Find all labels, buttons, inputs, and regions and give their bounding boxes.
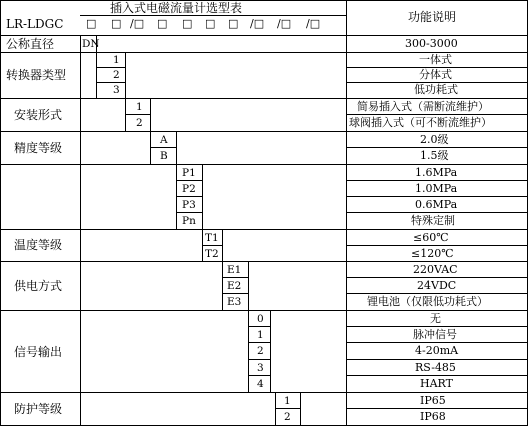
code-pressure-p2: P2 [182, 183, 196, 195]
row-divider [346, 196, 528, 197]
code-install-1: 1 [136, 101, 143, 113]
row-divider [275, 408, 300, 409]
code-slot: □ [205, 17, 216, 30]
code-dn: DN [82, 38, 100, 50]
row-divider [346, 326, 528, 327]
row-divider [346, 212, 528, 213]
code-pressure-p3: P3 [182, 199, 196, 211]
desc-install-2: 球阀插入式（可不断流维护） [349, 116, 492, 129]
cell-divider [202, 164, 203, 229]
row-divider [0, 310, 528, 311]
cell-divider [300, 392, 301, 426]
code-slot: /□ [277, 17, 292, 30]
code-power-e2: E2 [227, 280, 242, 292]
row-divider [248, 326, 270, 327]
cell-divider [222, 229, 223, 261]
border-top [0, 0, 528, 1]
label-install: 安装形式 [14, 108, 63, 122]
row-divider [346, 245, 528, 246]
cell-divider [96, 52, 97, 98]
table-title: 插入式电磁流量计选型表 [110, 1, 243, 15]
model-code: LR-LDGC [6, 17, 64, 31]
desc-signal-1: 无 [430, 312, 441, 325]
cell-divider [275, 392, 276, 426]
function-header: 功能说明 [408, 10, 457, 24]
code-install-2: 2 [136, 117, 143, 129]
row-divider [346, 408, 528, 409]
label-accuracy: 精度等级 [14, 141, 63, 155]
code-pressure-p1: P1 [182, 167, 196, 179]
desc-pressure-3: 0.6MPa [415, 198, 458, 211]
desc-power-2: 24VDC [417, 279, 457, 292]
code-signal-4: 4 [257, 378, 264, 390]
row-divider [0, 164, 528, 165]
row-divider [0, 229, 528, 230]
desc-signal-4: RS-485 [415, 361, 456, 374]
cell-divider [248, 310, 249, 392]
row-divider [0, 261, 528, 262]
row-divider [222, 293, 248, 294]
desc-accuracy-2: 1.5级 [420, 149, 449, 162]
label-temperature: 温度等级 [14, 238, 63, 252]
code-temp-t2: T2 [205, 248, 219, 260]
row-divider [346, 359, 528, 360]
label-signal: 信号输出 [14, 345, 63, 359]
code-converter-1: 1 [113, 54, 120, 66]
desc-converter-3: 低功耗式 [414, 83, 458, 96]
desc-temp-2: ≤120℃ [411, 247, 454, 260]
desc-protection-2: IP68 [420, 410, 446, 423]
border-left [0, 0, 1, 426]
row-divider [202, 245, 222, 246]
row-divider [346, 147, 528, 148]
code-signal-2: 2 [257, 345, 264, 357]
code-temp-t1: T1 [205, 232, 219, 244]
row-divider [346, 375, 528, 376]
code-slot: /□ [250, 17, 265, 30]
desc-signal-5: HART [420, 377, 453, 390]
label-protection: 防护等级 [14, 402, 63, 416]
cell-divider [176, 131, 177, 164]
desc-converter-1: 一体式 [419, 53, 452, 66]
code-protection-2: 2 [284, 411, 291, 423]
row-divider [346, 114, 528, 115]
row-divider [0, 392, 528, 393]
desc-pressure-2: 1.0MPa [415, 182, 458, 195]
row-divider [346, 293, 528, 294]
desc-signal-3: 4-20mA [415, 344, 459, 357]
label-diameter: 公称直径 [6, 37, 55, 51]
row-divider [346, 342, 528, 343]
code-converter-3: 3 [113, 84, 120, 96]
code-slot: /□ [130, 17, 145, 30]
row-divider [176, 212, 202, 213]
cell-divider [150, 98, 151, 131]
row-divider [0, 98, 528, 99]
code-accuracy-a: A [160, 134, 168, 146]
desc-install-1: 简易插入式（需断流维护） [357, 100, 489, 113]
row-divider [248, 342, 270, 343]
code-signal-0: 0 [257, 313, 264, 325]
code-converter-2: 2 [113, 69, 120, 81]
row-divider [346, 180, 528, 181]
desc-protection-1: IP65 [420, 394, 446, 407]
function-column-divider [346, 0, 347, 426]
code-slot: □ [111, 17, 122, 30]
desc-power-3: 锂电池（仅限低功耗式） [367, 295, 488, 308]
code-power-e3: E3 [227, 296, 242, 308]
code-protection-1: 1 [284, 395, 291, 407]
row-divider [248, 375, 270, 376]
code-power-e1: E1 [227, 264, 242, 276]
row-divider [96, 82, 125, 83]
code-slot: □ [86, 17, 97, 30]
code-slot: □ [182, 17, 193, 30]
cell-divider [125, 52, 126, 98]
row-divider [346, 277, 528, 278]
cell-divider [270, 310, 271, 392]
desc-power-1: 220VAC [413, 263, 458, 276]
cell-divider [222, 261, 223, 310]
desc-pressure-4: 特殊定制 [411, 214, 455, 227]
title-underline [80, 15, 346, 16]
code-slot: /□ [306, 17, 321, 30]
code-signal-3: 3 [257, 362, 264, 374]
cell-divider [248, 261, 249, 310]
desc-temp-1: ≤60℃ [413, 231, 449, 244]
code-slot: □ [157, 17, 168, 30]
desc-pressure-1: 1.6MPa [415, 166, 458, 179]
label-power: 供电方式 [14, 279, 63, 293]
row-divider [96, 67, 125, 68]
desc-diameter: 300-3000 [405, 37, 458, 50]
code-accuracy-b: B [160, 150, 168, 162]
desc-converter-2: 分体式 [419, 68, 452, 81]
code-pressure-pn: Pn [182, 215, 196, 227]
row-divider [125, 114, 150, 115]
desc-accuracy-1: 2.0级 [420, 133, 449, 146]
label-converter: 转换器类型 [6, 68, 67, 82]
label-column-divider [80, 35, 81, 426]
row-divider [150, 147, 176, 148]
code-slot: □ [228, 17, 239, 30]
desc-signal-2: 脉冲信号 [413, 328, 457, 341]
row-divider [0, 131, 528, 132]
row-divider [222, 277, 248, 278]
row-divider [248, 359, 270, 360]
code-signal-1: 1 [257, 329, 264, 341]
row-divider [176, 180, 202, 181]
row-divider [176, 196, 202, 197]
